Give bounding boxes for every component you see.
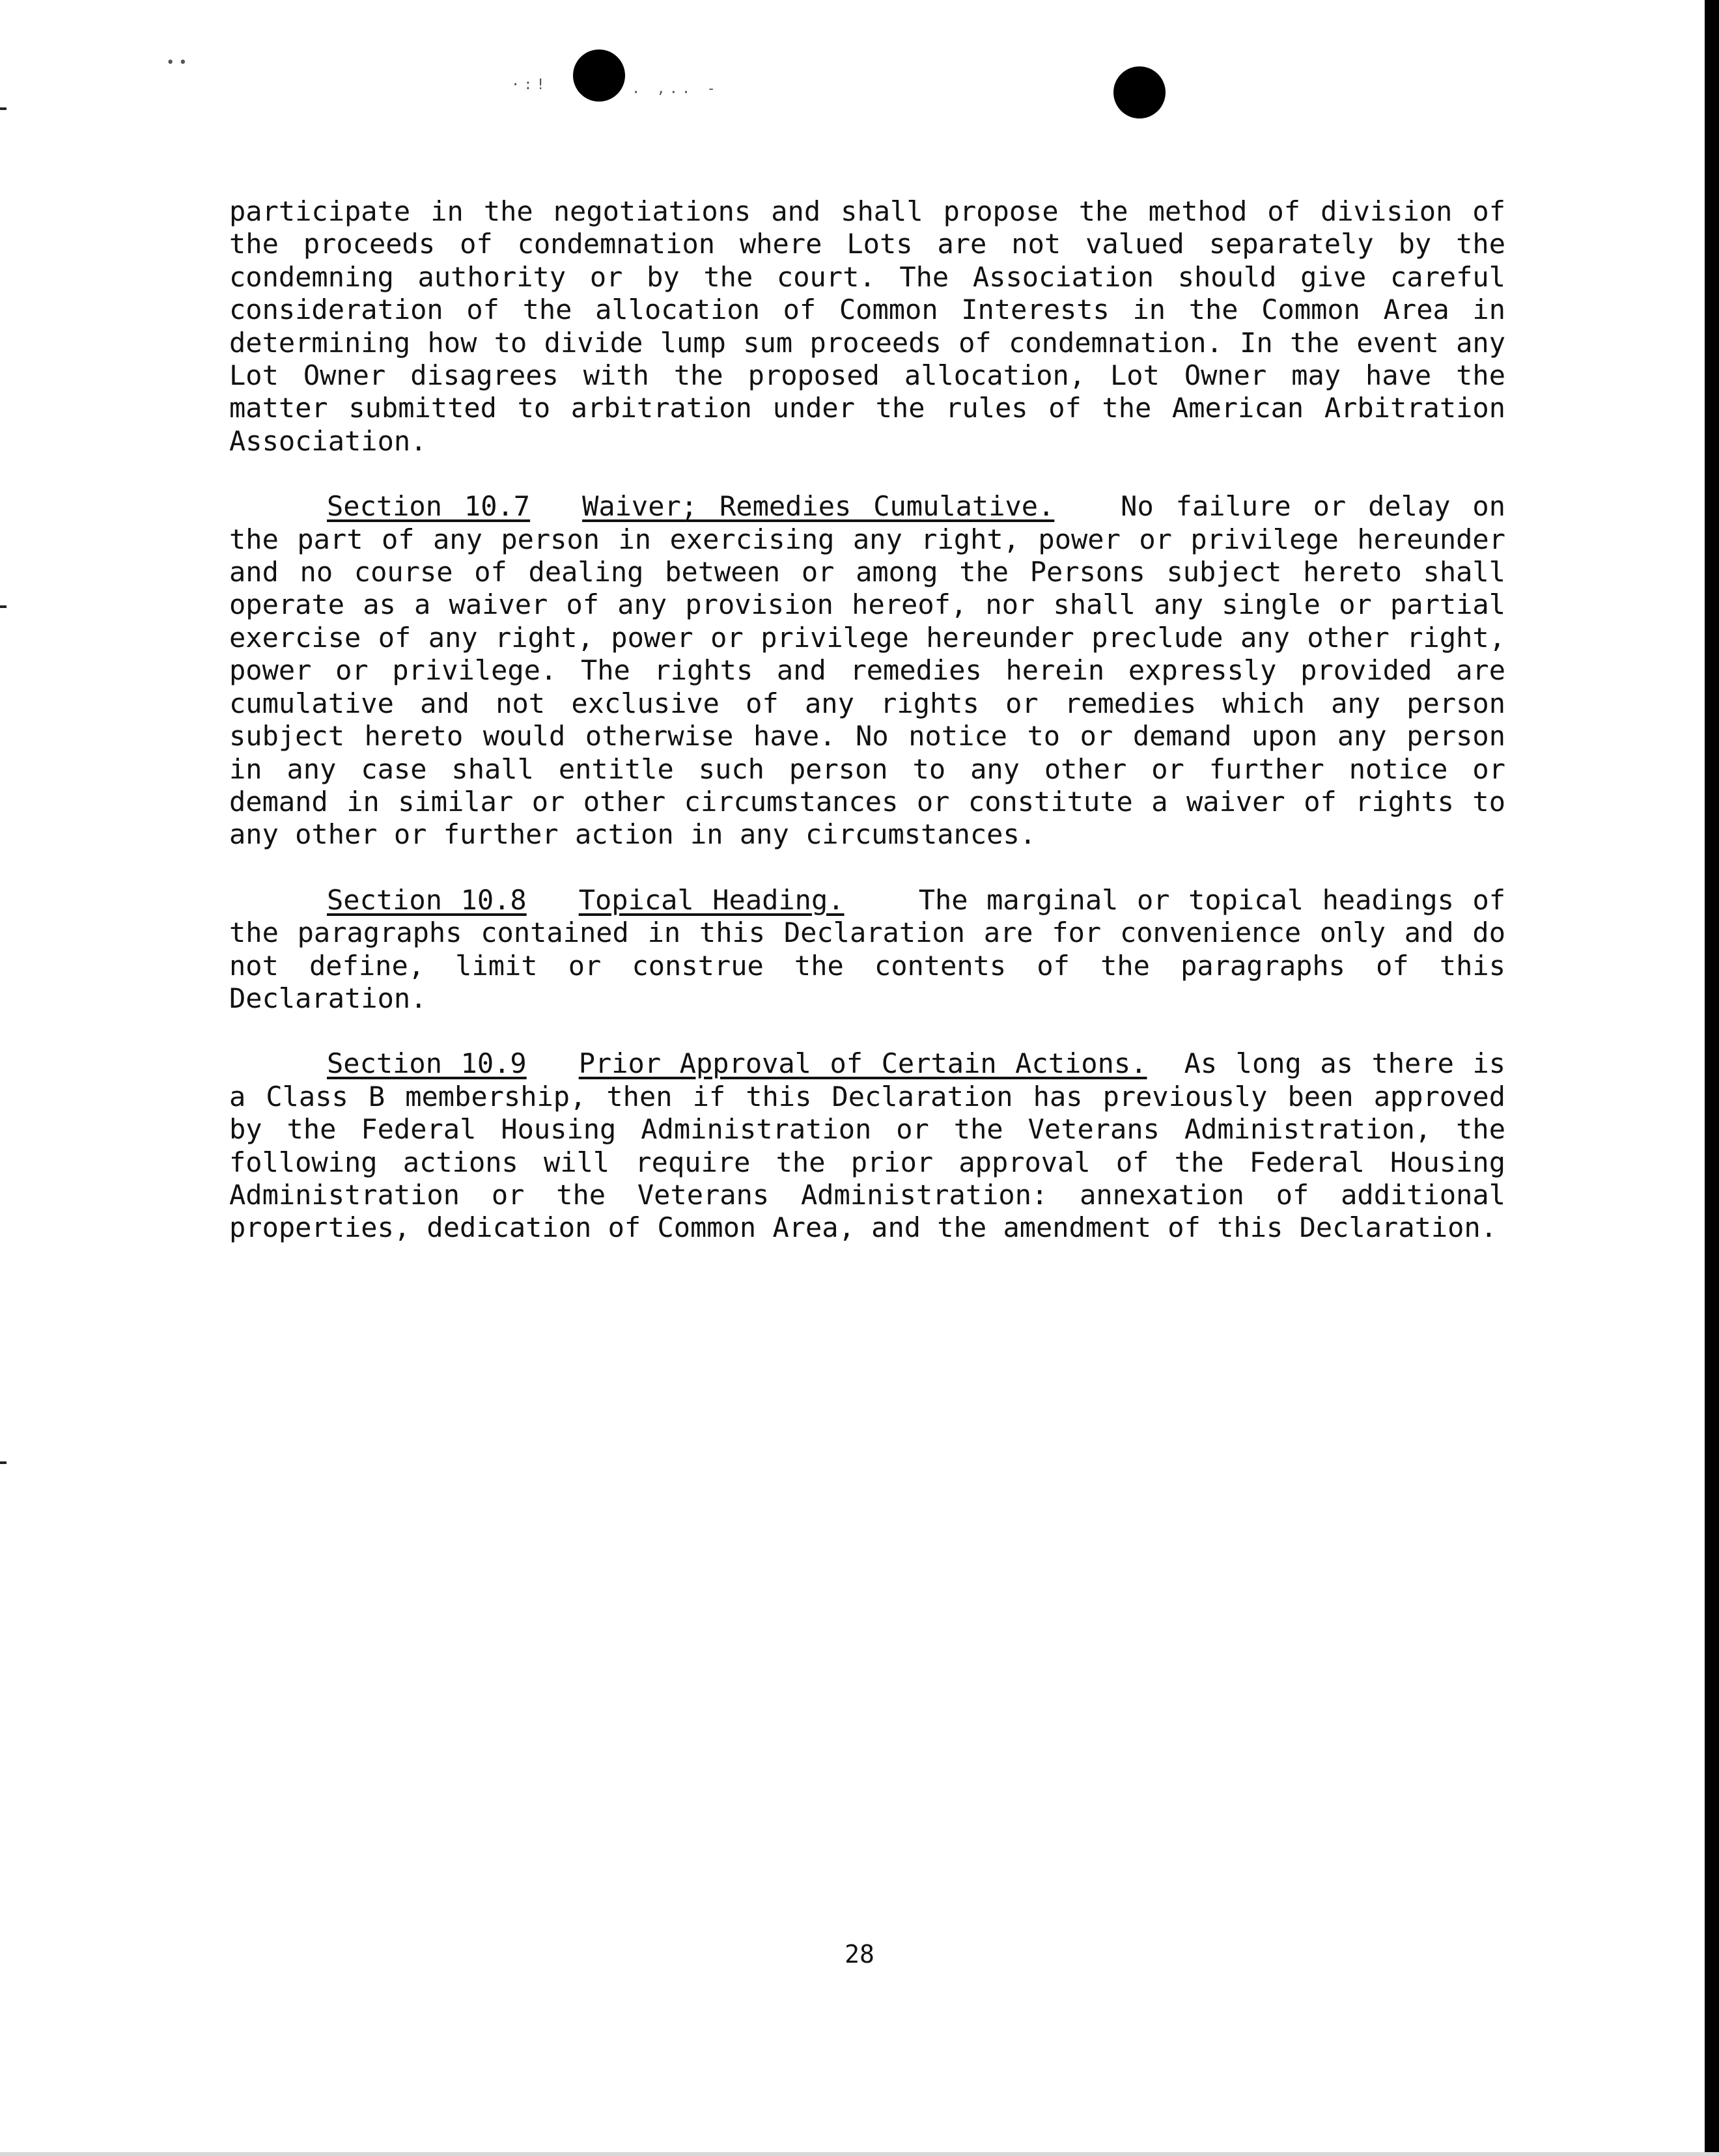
section-number: Section 10.7 [327, 490, 531, 523]
section-body: No failure or delay on the part of any person in exercising any right, power or privilege hereunder and no course of dealing between or among the Persons subject hereto shall operate as a waiver of any provision hereof, nor shall any single or partial exercise of any right, power or privilege hereunder preclude any other right, power or privilege. The rights and remedies herein expressly provided are cumulative and not exclusive of any rights or remedies which any person subject hereto would otherwise have. No notice to or demand upon any person in any case shall entitle such person to any other or further notice or demand in similar or other circumstances or constitute a waiver of rights to any other or further action in any circumstances. [229, 490, 1506, 851]
scan-specks: . ,.. - [632, 81, 720, 97]
heading-gap [845, 884, 919, 916]
heading-gap [1147, 1047, 1184, 1079]
heading-gap [1054, 490, 1121, 522]
scan-edge-mark [0, 1461, 7, 1464]
continuation-paragraph: participate in the negotiations and shall propose the method of division of the proceeds of condemnation where Lots are not valued separately by the condemning authority or by the court. The Association should give careful consideration of the allocation of Common Interests in the Common Area in determining how to divide lump sum proceeds of condemnation. In the event any Lot Owner disagrees with the proposed allocation, Lot Owner may have the matter submitted to arbitration under the rules of the American Arbitration Association. [229, 195, 1505, 457]
scan-edge-bottom [0, 2152, 1719, 2156]
scan-specks: ·:! [511, 77, 549, 93]
punch-hole-left [573, 49, 625, 102]
scan-edge-mark [0, 605, 7, 608]
section-10-9 [229, 1047, 1505, 1244]
section-title: Topical Heading. [578, 883, 845, 916]
document-body [229, 195, 1505, 1277]
section-body: The marginal or topical headings of the paragraphs contained in this Declaration are for convenience only and do not define, limit or construe the contents of the paragraphs of this Declaration. [229, 883, 1506, 1014]
section-number: Section 10.9 [327, 1047, 527, 1080]
page-number: 28 [845, 1940, 874, 1969]
section-10-7 [229, 490, 1505, 851]
section-10-8 [229, 884, 1505, 1016]
punch-hole-right [1113, 66, 1166, 118]
section-number: Section 10.8 [327, 883, 527, 916]
scan-edge-right [1705, 0, 1719, 2156]
scan-specks: •• [166, 55, 191, 71]
section-title: Prior Approval of Certain Actions. [578, 1047, 1147, 1080]
scan-edge-mark [0, 107, 7, 110]
section-title: Waiver; Remedies Cumulative. [582, 490, 1055, 523]
section-body: As long as there is a Class B membership, then if this Declaration has previously been approved by the Federal Housing Administration or the Veterans Administration, the following actions will require the prior approval of the Federal Housing Administration or the Veterans Administration: annexation of additional properties, dedication of Common Area, and the amendment of this Declaration. [229, 1047, 1506, 1244]
